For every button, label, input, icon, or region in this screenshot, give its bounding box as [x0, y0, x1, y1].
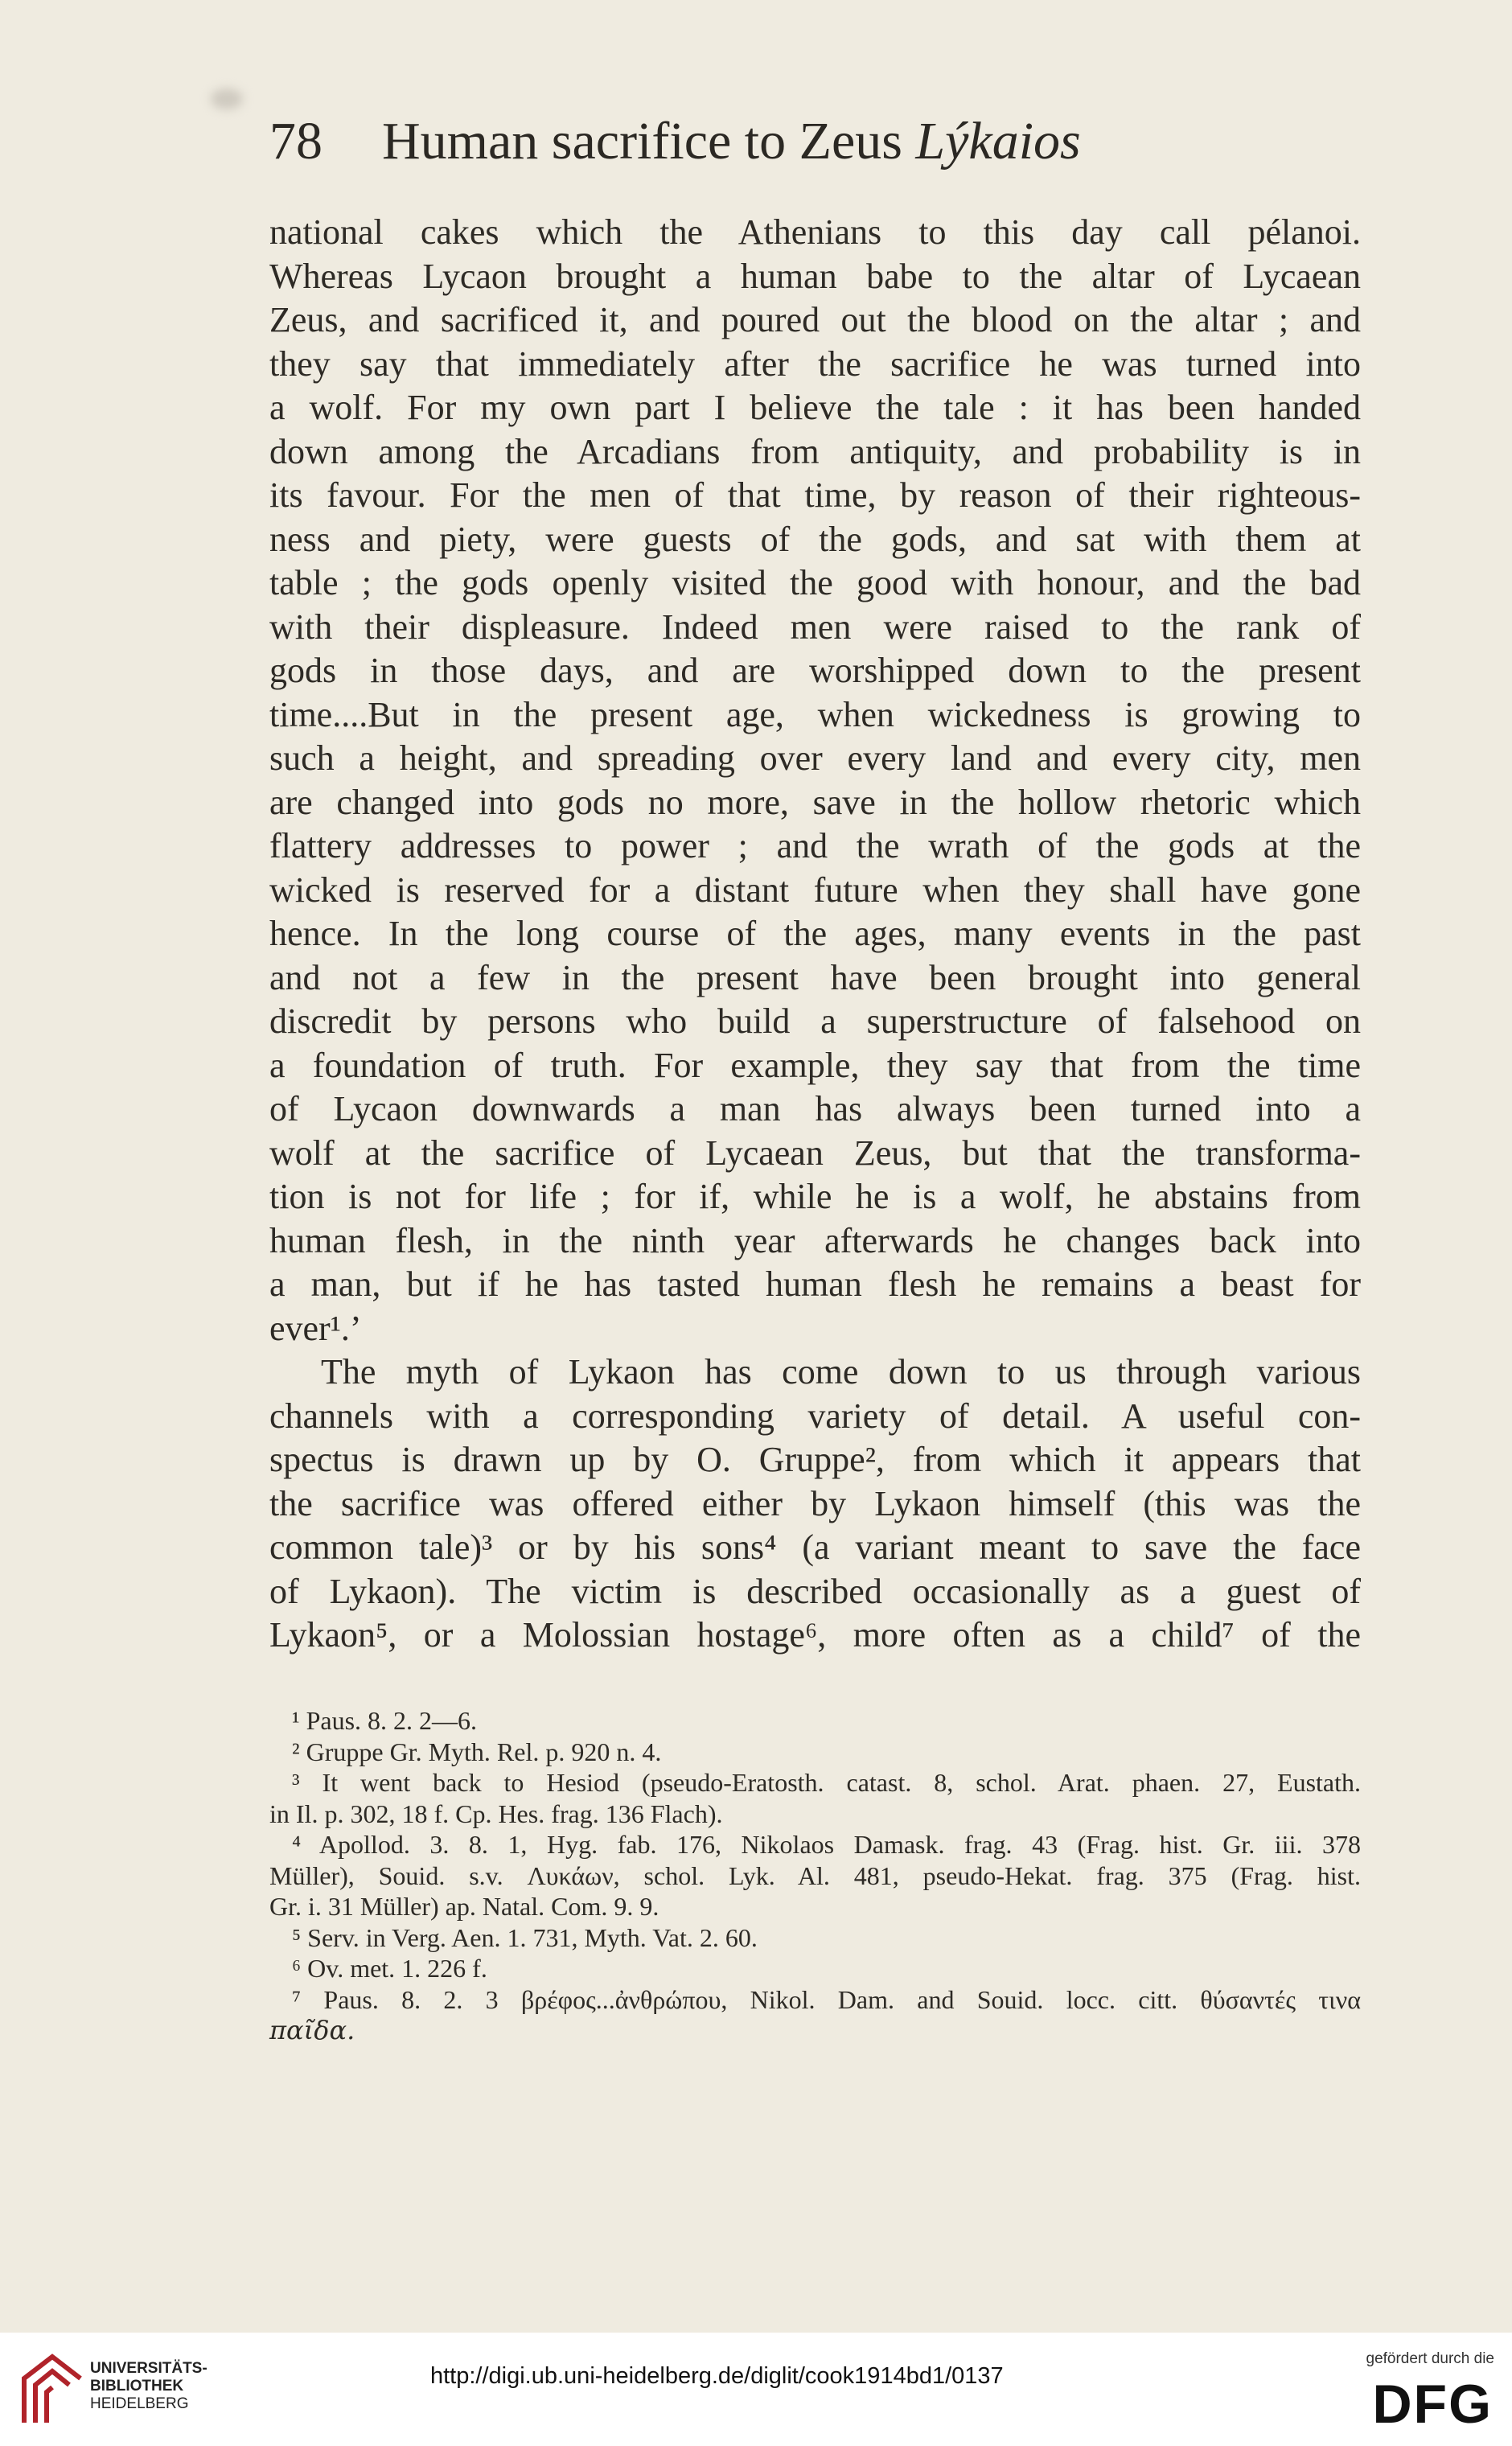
header-title-italic: Lýkaios	[915, 112, 1081, 171]
body-line: they say that immediately after the sacrifice he was turned into	[269, 343, 1361, 384]
header-title: Human sacrifice to Zeus	[382, 112, 902, 171]
page-smudge	[211, 88, 243, 109]
body-text	[269, 211, 1361, 1658]
footnote-5: ⁵ Serv. in Verg. Aen. 1. 731, Myth. Vat. 2. 60.	[292, 1922, 758, 1952]
body-line: a foundation of truth. For example, they say that from the time	[269, 1045, 1361, 1085]
body-line: its favour. For the men of that time, by reason of their righteous-	[269, 475, 1361, 515]
body-line: a man, but if he has tasted human flesh he remains a beast for	[269, 1264, 1361, 1304]
body-line: table ; the gods openly visited the good with honour, and the bad	[269, 563, 1361, 602]
body-line: discredit by persons who build a superstructure of falsehood on	[269, 1001, 1361, 1041]
body-line: ever¹.’	[269, 1308, 362, 1348]
footnote-1: ¹ Paus. 8. 2. 2—6.	[292, 1706, 478, 1735]
body-line: time....But in the present age, when wickedness is growing to	[269, 694, 1361, 734]
footnote-7-continued: παῖδα.	[269, 2015, 355, 2045]
body-line: wicked is reserved for a distant future when they shall have gone	[269, 869, 1361, 910]
footnote-7: ⁷ Paus. 8. 2. 3 βρέφος...ἀνθρώπου, Nikol. Dam. and Souid. locc. citt. θύσαντές τινα	[292, 1984, 1361, 2014]
dfg-logo: DFG	[1372, 2374, 1493, 2435]
footnote-3-continued: in Il. p. 302, 18 f. Cp. Hes. frag. 136 Flach).	[269, 1799, 723, 1828]
body-line: gods in those days, and are worshipped down to the present	[269, 651, 1361, 690]
body-line: channels with a corresponding variety of detail. A useful con-	[269, 1396, 1361, 1436]
body-line: spectus is drawn up by O. Gruppe², from which it appears that	[269, 1440, 1361, 1479]
body-line: are changed into gods no more, save in the hollow rhetoric which	[269, 782, 1361, 822]
body-line: The myth of Lykaon has come down to us through various	[321, 1352, 1361, 1392]
body-line: hence. In the long course of the ages, many events in the past	[269, 914, 1361, 953]
footnote-6: ⁶ Ov. met. 1. 226 f.	[292, 1954, 487, 1983]
running-header	[269, 111, 1363, 172]
footnote-3: ³ It went back to Hesiod (pseudo-Eratosth. catast. 8, schol. Arat. phaen. 27, Eustath.	[292, 1768, 1361, 1797]
body-line: common tale)³ or by his sons⁴ (a variant meant to save the face	[269, 1527, 1361, 1567]
footnote-4: ⁴ Apollod. 3. 8. 1, Hyg. fab. 176, Nikolaos Damask. frag. 43 (Frag. hist. Gr. iii. 378	[292, 1830, 1361, 1859]
body-line: flattery addresses to power ; and the wrath of the gods at the	[269, 826, 1361, 865]
body-line: tion is not for life ; for if, while he is a wolf, he abstains from	[269, 1177, 1361, 1216]
footnotes	[269, 1705, 1361, 2046]
footnote-4-continued: Gr. i. 31 Müller) ap. Natal. Com. 9. 9.	[269, 1892, 659, 1921]
body-line: of Lykaon). The victim is described occasionally as a guest of	[269, 1571, 1361, 1611]
permalink-url[interactable]: http://digi.ub.uni-heidelberg.de/diglit/cook1914bd1/0137	[430, 2363, 1004, 2389]
page-number: 78	[269, 112, 323, 171]
footnote-4-continued: Müller), Souid. s.v. Λυκάων, schol. Lyk. Al. 481, pseudo-Hekat. frag. 375 (Frag. hist.	[269, 1860, 1361, 1890]
body-line: the sacrifice was offered either by Lykaon himself (this was the	[269, 1483, 1361, 1523]
body-line: human flesh, in the ninth year afterwards he changes back into	[269, 1220, 1361, 1260]
funding-caption: gefördert durch die	[1366, 2350, 1494, 2367]
digitization-footer	[0, 2333, 1512, 2446]
body-line: Zeus, and sacrificed it, and poured out the blood on the altar ; and	[269, 300, 1361, 339]
body-line: wolf at the sacrifice of Lycaean Zeus, but that the transforma-	[269, 1133, 1361, 1173]
body-line: down among the Arcadians from antiquity, and probability is in	[269, 431, 1361, 471]
library-name-line: HEIDELBERG	[90, 2395, 189, 2412]
footnote-2: ² Gruppe Gr. Myth. Rel. p. 920 n. 4.	[292, 1737, 662, 1766]
body-line: national cakes which the Athenians to this day call pélanoi.	[269, 212, 1361, 252]
body-line: ness and piety, were guests of the gods, and sat with them at	[269, 519, 1361, 559]
body-line: a wolf. For my own part I believe the tale : it has been handed	[269, 388, 1361, 427]
body-line: of Lycaon downwards a man has always been turned into a	[269, 1089, 1361, 1128]
body-line: Whereas Lycaon brought a human babe to the altar of Lycaean	[269, 256, 1361, 296]
body-line: such a height, and spreading over every land and every city, men	[269, 738, 1361, 778]
body-line: Lykaon⁵, or a Molossian hostage⁶, more often as a child⁷ of the	[269, 1615, 1361, 1655]
university-library-logo-icon	[16, 2350, 88, 2431]
library-name-line: BIBLIOTHEK	[90, 2378, 184, 2395]
library-name	[90, 2360, 207, 2413]
body-line: with their displeasure. Indeed men were raised to the rank of	[269, 606, 1361, 647]
library-name-line: UNIVERSITÄTS-	[90, 2360, 207, 2377]
body-line: and not a few in the present have been brought into general	[269, 957, 1361, 997]
